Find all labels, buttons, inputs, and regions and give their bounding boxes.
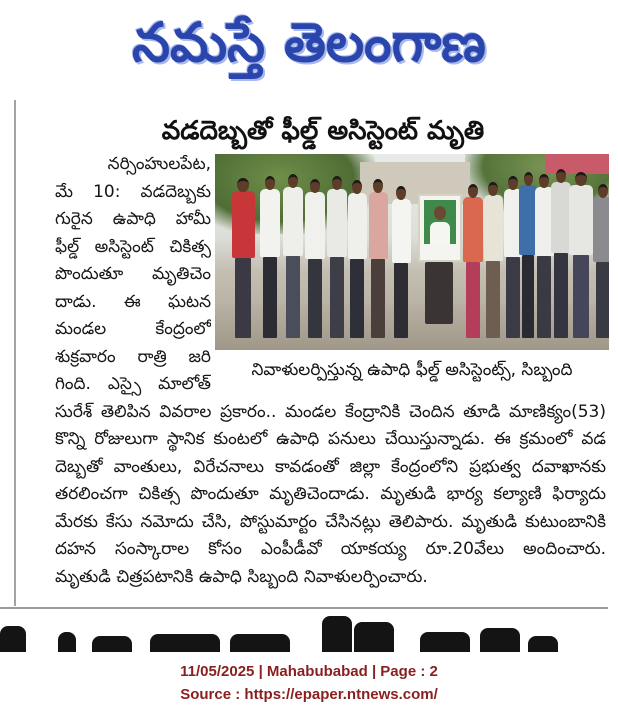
person-head [332, 176, 342, 190]
intro-text-line: ఫీల్డ్ అసిస్టెంట్ చికిత్స [55, 236, 211, 257]
intro-text-line: శుక్రవారం రాత్రి జరి [55, 346, 211, 367]
person-shirt [551, 182, 571, 253]
cropped-glyph [230, 634, 290, 652]
cropped-glyph [150, 634, 220, 652]
person-shirt [369, 192, 388, 259]
intro-text-line: పొందుతూ మృతిచెం [55, 264, 211, 284]
photo-person [551, 169, 571, 338]
news-photo [215, 154, 609, 350]
person-legs [596, 262, 609, 338]
person-head [488, 182, 498, 196]
body-text-line: సురేశ్ తెలిపిన వివరాల ప్రకారం.. మండల కేంద్రానికి చెందిన తూడి మాణిక్యం(53) [55, 401, 606, 422]
cropped-glyph [58, 632, 76, 652]
cropped-glyph [480, 628, 520, 652]
portrait-stand [425, 262, 453, 324]
body-text-line: దహన సంస్కారాల కోసం ఎంపీడీవో యాకయ్య రూ.20వేలు అందించారు. [55, 539, 606, 559]
person-head [575, 172, 587, 186]
article-headline: వడదెబ్బతో ఫీల్డ్ అసిస్టెంట్ మృతి [161, 116, 485, 146]
cropped-glyph [354, 622, 394, 652]
portrait-face [434, 206, 446, 220]
person-shirt [260, 189, 280, 257]
person-head [524, 172, 533, 186]
photo-person [569, 172, 593, 338]
cropped-glyph [0, 626, 26, 652]
intro-text-line: మండల కేంద్రంలో [55, 319, 211, 339]
person-legs [537, 256, 550, 338]
person-head [598, 184, 608, 198]
person-legs [286, 256, 300, 338]
photo-person [369, 179, 388, 338]
edition-info: 11/05/2025 | Mahabubabad | Page : 2 [180, 663, 438, 680]
person-legs [573, 255, 590, 338]
person-shirt [392, 199, 411, 263]
photo-person [593, 184, 609, 338]
person-head [556, 169, 566, 183]
person-legs [486, 261, 499, 338]
person-shirt [593, 197, 609, 262]
source-link[interactable]: Source : https://epaper.ntnews.com/ [180, 686, 438, 703]
intro-text-line: నర్సింహులపేట, [107, 154, 211, 174]
person-head [265, 176, 275, 190]
photo-person [463, 184, 483, 338]
photo-person [283, 174, 303, 338]
person-head [352, 180, 362, 194]
person-legs [522, 255, 535, 338]
photo-person [232, 178, 255, 338]
photo-person [348, 180, 367, 338]
cropped-glyph [528, 636, 558, 652]
photo-person [484, 182, 503, 338]
person-legs [554, 253, 568, 338]
person-shirt [463, 197, 483, 262]
person-shirt [232, 191, 255, 258]
article-separator [0, 607, 608, 609]
body-text-line: తరలించగా చికిత్స పొందుతూ మృతిచెందాడు. మృతుడి భార్య కల్యాణి ఫిర్యాదు [55, 484, 606, 504]
person-head [373, 179, 383, 193]
body-text-line: దెబ్బతో వాంతులు, విరేచనాలు కావడంతో జిల్లా కేంద్రంలోని ప్రభుత్వ దవాఖానకు [55, 456, 606, 477]
photo-person [327, 176, 347, 338]
intro-text-line: మే 10: వడదెబ్బకు [55, 181, 211, 202]
person-head [468, 184, 478, 198]
body-text-line: మృతుడి చిత్రపటానికి ఉపాధి సిబ్బంది నివాళులర్పించారు. [55, 566, 428, 587]
intro-text-line: దాడు. ఈ ఘటన [55, 291, 211, 312]
cropped-glyph [322, 616, 352, 652]
person-shirt [283, 187, 303, 256]
person-legs [466, 262, 480, 338]
intro-text-line: గురైన ఉపాధి హామీ [55, 209, 211, 229]
body-text-line: మేరకు కేసు నమోదు చేసి, పోస్టుమార్టం చేసినట్లు తెలిపారు. మృతుడి కుటుంబానికి [55, 511, 606, 532]
intro-text-line: గింది. ఎస్సై మాలోత్ [55, 374, 211, 394]
person-head [396, 186, 406, 200]
person-head [508, 176, 518, 190]
column-rule [14, 100, 16, 606]
person-shirt [569, 185, 593, 255]
person-legs [263, 257, 277, 338]
person-legs [308, 259, 322, 338]
cropped-glyph [420, 632, 470, 652]
person-legs [394, 263, 407, 338]
person-shirt [305, 192, 325, 259]
person-head [237, 178, 249, 192]
person-legs [235, 258, 251, 338]
person-shirt [348, 193, 367, 259]
portrait-shirt [430, 222, 450, 244]
portrait-frame [418, 194, 462, 262]
portrait-background [424, 200, 456, 244]
photo-person [305, 179, 325, 338]
person-legs [350, 259, 363, 338]
cropped-next-headline [0, 612, 608, 652]
cropped-glyph [92, 636, 132, 652]
masthead-title: నమస్తే తెలంగాణ [132, 11, 486, 74]
person-shirt [484, 195, 503, 261]
photo-person [260, 176, 280, 338]
photo-person [392, 186, 411, 338]
person-head [310, 179, 320, 193]
body-text-line: కొన్ని రోజులుగా స్థానిక కుంటలో ఉపాధి పనులు చేయిస్తున్నాడు. ఈ క్రమంలో వడ [55, 429, 606, 449]
person-head [288, 174, 298, 188]
person-legs [371, 259, 384, 338]
person-shirt [327, 189, 347, 257]
person-legs [506, 257, 519, 338]
person-legs [330, 257, 344, 338]
person-head [539, 174, 549, 188]
photo-caption: నివాళులర్పిస్తున్న ఉపాధి ఫీల్డ్ అసిస్టెంట్స్, సిబ్బంది [251, 360, 573, 380]
